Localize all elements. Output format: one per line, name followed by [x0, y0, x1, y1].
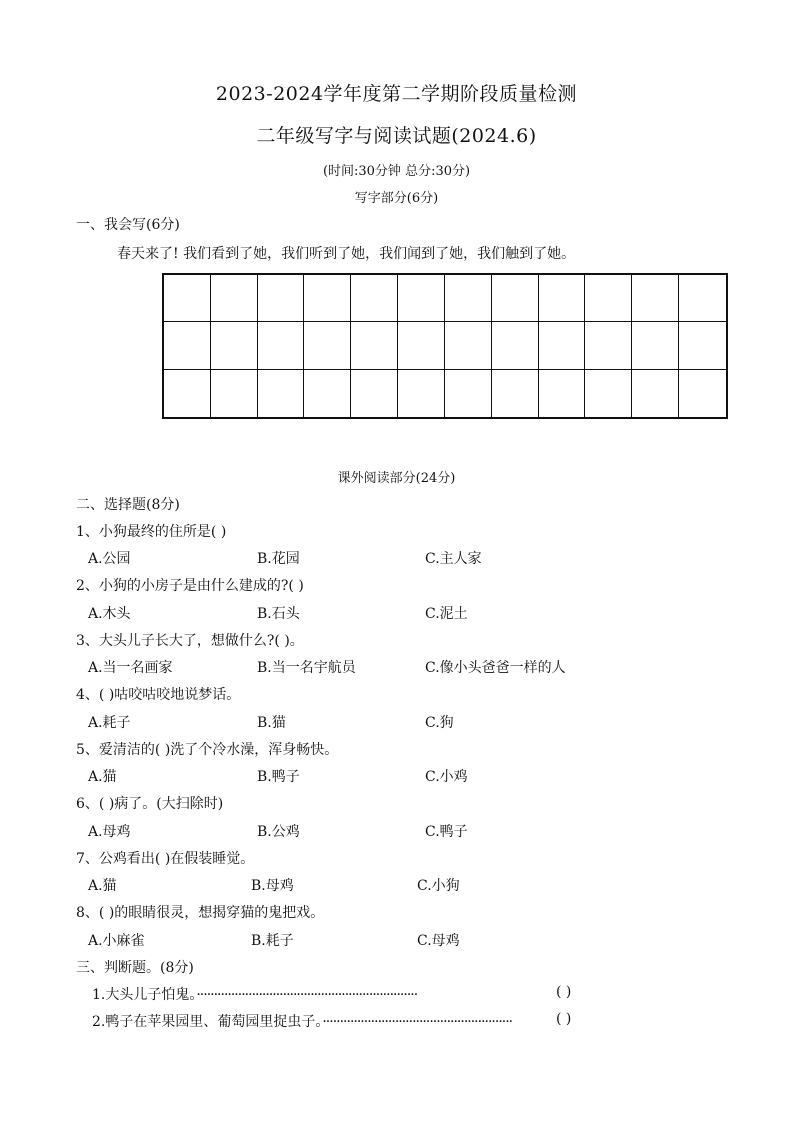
question-1-option-c[interactable]: C.主人家: [425, 551, 482, 567]
question-8-option-a[interactable]: A.小麻雀: [88, 933, 145, 949]
writing-grid-cell[interactable]: [445, 370, 492, 417]
judge-item-1-leader: ································································: [196, 987, 418, 1003]
question-7-stem: 7、公鸡看出( )在假装睡觉。: [76, 851, 255, 867]
writing-grid-cell[interactable]: [585, 322, 632, 369]
judge-item-2-text: 2.鸭子在苹果园里、葡萄园里捉虫子。: [92, 1014, 323, 1030]
writing-grid-cell[interactable]: [445, 322, 492, 369]
writing-grid-cell[interactable]: [164, 322, 211, 369]
writing-grid-cell[interactable]: [632, 322, 679, 369]
writing-grid-cell[interactable]: [304, 322, 351, 369]
question-7-option-b[interactable]: B.母鸡: [251, 878, 294, 894]
question-2-option-c[interactable]: C.泥土: [425, 606, 468, 622]
question-4-option-c[interactable]: C.狗: [425, 715, 454, 731]
judge-item-2-leader: ·······················································: [322, 1014, 513, 1030]
question-3-option-c[interactable]: C.像小头爸爸一样的人: [425, 660, 566, 676]
writing-grid-cell[interactable]: [398, 370, 445, 417]
writing-section-heading: 写字部分(6分): [354, 191, 439, 206]
writing-grid-cell[interactable]: [632, 370, 679, 417]
writing-grid-cell[interactable]: [211, 370, 258, 417]
writing-grid-cell[interactable]: [585, 275, 632, 322]
writing-grid[interactable]: [162, 273, 728, 419]
question-8-option-c[interactable]: C.母鸡: [417, 933, 460, 949]
question-4-option-a[interactable]: A.耗子: [88, 715, 131, 731]
writing-grid-cell[interactable]: [492, 322, 539, 369]
writing-grid-cell[interactable]: [398, 322, 445, 369]
writing-grid-cell[interactable]: [679, 322, 726, 369]
writing-grid-cell[interactable]: [539, 275, 586, 322]
writing-grid-cell[interactable]: [164, 370, 211, 417]
question-2-option-a[interactable]: A.木头: [88, 606, 131, 622]
question-6-option-c[interactable]: C.鸭子: [425, 824, 468, 840]
writing-grid-cell[interactable]: [258, 370, 305, 417]
writing-grid-cell[interactable]: [492, 370, 539, 417]
writing-grid-cell[interactable]: [211, 275, 258, 322]
question-2-option-b[interactable]: B.石头: [257, 606, 300, 622]
writing-grid-cell[interactable]: [539, 322, 586, 369]
question-2-stem: 2、小狗的小房子是由什么建成的?( ): [76, 578, 304, 594]
question-5-option-c[interactable]: C.小鸡: [425, 769, 468, 785]
writing-grid-cell[interactable]: [351, 322, 398, 369]
writing-grid-cell[interactable]: [211, 322, 258, 369]
writing-grid-cell[interactable]: [304, 370, 351, 417]
question-6-option-a[interactable]: A.母鸡: [88, 824, 131, 840]
writing-grid-cell[interactable]: [351, 370, 398, 417]
writing-grid-cell[interactable]: [539, 370, 586, 417]
question-5-option-b[interactable]: B.鸭子: [257, 769, 300, 785]
writing-grid-cell[interactable]: [632, 275, 679, 322]
question-8-stem: 8、( )的眼睛很灵，想揭穿猫的鬼把戏。: [76, 905, 325, 921]
choice-heading: 二、选择题(8分): [76, 497, 180, 513]
question-8-option-b[interactable]: B.耗子: [251, 933, 294, 949]
judge-item-2: [92, 1011, 512, 1031]
page-title-line2: 二年级写字与阅读试题(2024.6): [256, 125, 537, 147]
writing-grid-cell[interactable]: [445, 275, 492, 322]
question-4-stem: 4、( )咕咬咕咬地说梦话。: [76, 687, 241, 703]
question-5-option-a[interactable]: A.猫: [88, 769, 117, 785]
question-5-stem: 5、爱清洁的( )洗了个冷水澡，浑身畅快。: [76, 742, 339, 758]
question-4-option-b[interactable]: B.猫: [257, 715, 286, 731]
writing-grid-cell[interactable]: [679, 275, 726, 322]
time-info: (时间:30分钟 总分:30分): [322, 164, 471, 179]
question-1-stem: 1、小狗最终的住所是( ): [76, 524, 227, 540]
q1-heading: 一、我会写(6分): [76, 217, 180, 233]
judge-item-1-text: 1.大头儿子怕鬼。: [92, 987, 197, 1003]
writing-grid-cell[interactable]: [492, 275, 539, 322]
judge-item-2-answer[interactable]: ( ): [556, 1011, 572, 1027]
question-1-option-a[interactable]: A.公园: [88, 551, 131, 567]
writing-grid-cell[interactable]: [258, 322, 305, 369]
reading-section-heading: 课外阅读部分(24分): [337, 471, 456, 486]
question-3-option-b[interactable]: B.当一名宇航员: [257, 660, 356, 676]
writing-grid-cell[interactable]: [679, 370, 726, 417]
writing-grid-cell[interactable]: [164, 275, 211, 322]
question-6-option-b[interactable]: B.公鸡: [257, 824, 300, 840]
question-6-stem: 6、( )病了。(大扫除时): [76, 796, 224, 812]
question-7-option-a[interactable]: A.猫: [88, 878, 117, 894]
writing-grid-cell[interactable]: [258, 275, 305, 322]
q1-text: 春天来了! 我们看到了她，我们听到了她，我们闻到了她，我们触到了她。: [117, 246, 576, 262]
question-3-stem: 3、大头儿子长大了，想做什么?( )。: [76, 633, 304, 649]
writing-grid-cell[interactable]: [351, 275, 398, 322]
writing-grid-cell[interactable]: [398, 275, 445, 322]
question-1-option-b[interactable]: B.花园: [257, 551, 300, 567]
judge-item-1-answer[interactable]: ( ): [556, 984, 572, 1000]
question-7-option-c[interactable]: C.小狗: [417, 878, 460, 894]
judge-item-1: [92, 984, 417, 1004]
writing-grid-cell[interactable]: [585, 370, 632, 417]
writing-grid-cell[interactable]: [304, 275, 351, 322]
page-title-line1: 2023-2024学年度第二学期阶段质量检测: [215, 83, 578, 105]
judge-heading: 三、判断题。(8分): [76, 960, 194, 976]
question-3-option-a[interactable]: A.当一名画家: [88, 660, 173, 676]
